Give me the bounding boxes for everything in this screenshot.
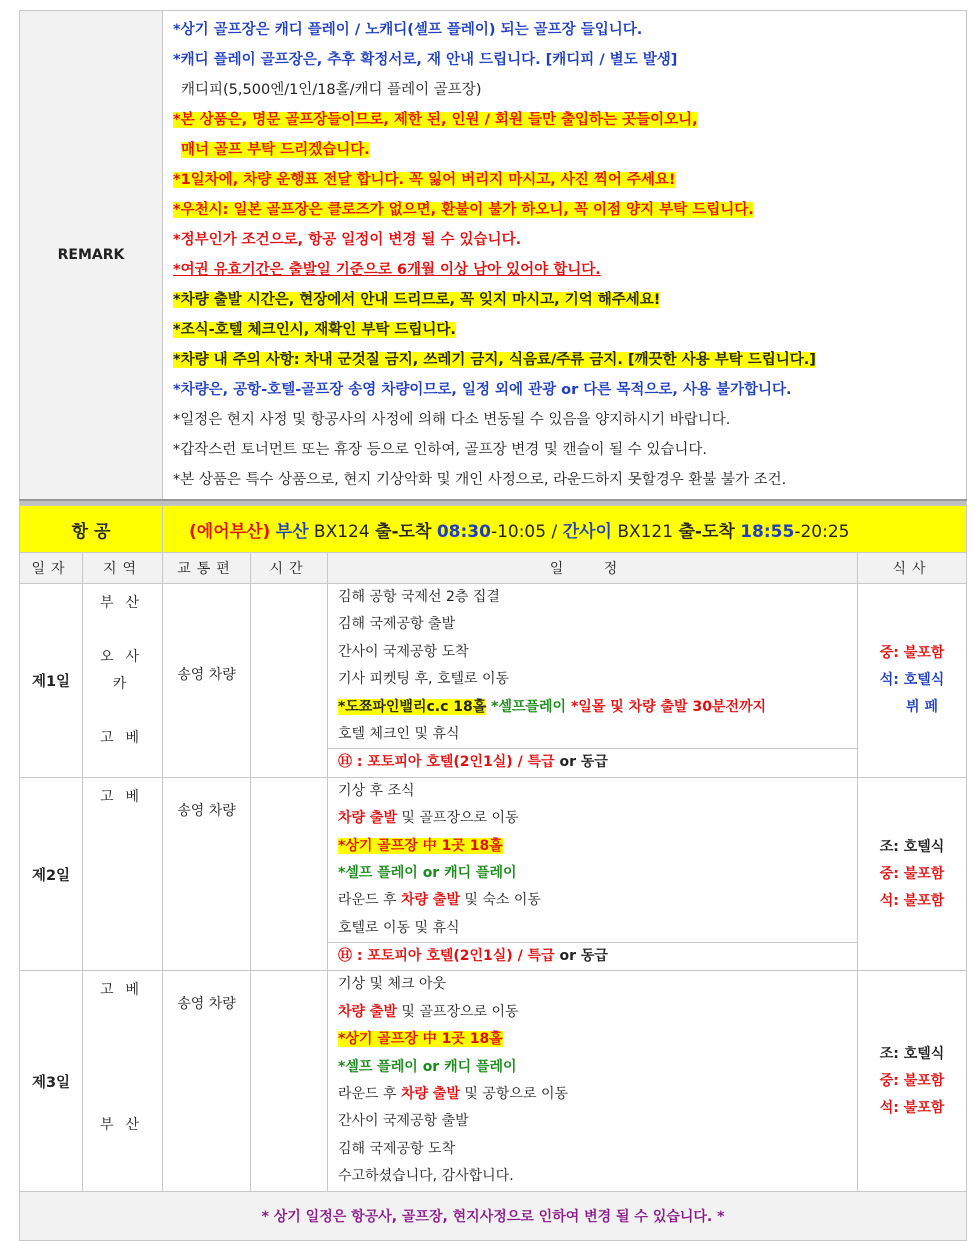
transport: 송영 차량	[163, 971, 251, 1191]
region	[89, 1085, 162, 1112]
day-label: 제2일	[20, 777, 83, 971]
meal-label: 중:	[879, 644, 899, 661]
itinerary	[19, 10, 966, 1241]
region: 고베	[99, 788, 152, 805]
time-cell	[251, 584, 328, 778]
region-cell	[83, 777, 163, 971]
remark-line: *상기 골프장은 캐디 플레이 / 노캐디(셀프 플레이) 되는 골프장 들입니다.	[173, 22, 643, 38]
hotel-or: or	[559, 948, 577, 965]
remark-line: *여권 유효기간은 출발일 기준으로 6개월 이상 남아 있어야 합니다.	[173, 262, 601, 278]
out-dep: 08:30	[436, 521, 491, 542]
schedule-line: 김해 국제공항 출발	[338, 616, 456, 633]
ret-arr: -20:25	[794, 521, 850, 542]
day-label: 제1일	[20, 584, 83, 778]
hotel-text: : 포토피아 호텔(2인1실) / 특급	[356, 948, 555, 965]
meal-cell	[858, 971, 967, 1191]
region: 부산	[99, 1117, 152, 1134]
schedule-line: 라운드 후 차량 출발 및 숙소 이동	[338, 892, 541, 909]
hotel-or: or	[559, 754, 577, 771]
schedule-line: *셀프 플레이 or 캐디 플레이	[338, 1058, 517, 1075]
hotel-grade: 동급	[580, 754, 608, 771]
meal-value: 뷔 페	[906, 698, 938, 715]
meal-value: 호텔식	[903, 838, 945, 855]
itinerary-table	[19, 10, 967, 1241]
meal-value: 호텔식	[903, 671, 945, 688]
region	[89, 1031, 162, 1058]
schedule-line: 호텔로 이동 및 휴식	[338, 919, 460, 936]
schedule-cell	[328, 584, 858, 778]
remark-line: *캐디 플레이 골프장은, 추후 확정서로, 재 안내 드립니다. [캐디피 / 별도 발생]	[173, 52, 678, 68]
region	[89, 1004, 162, 1031]
out-city: 부산	[275, 521, 309, 542]
meal-value: 호텔식	[903, 1045, 945, 1062]
meal-value: 불포함	[903, 892, 945, 909]
region: 오사카	[99, 649, 152, 692]
remark-row	[20, 11, 967, 501]
remark-line: *우천시: 일본 골프장은 클로즈가 없으면, 환불이 불가 하오니, 꼭 이점 양지 부탁 드립니다.	[173, 202, 754, 218]
ret-word: 출-도착	[678, 521, 735, 542]
hotel-icon: Ⓗ	[338, 754, 352, 771]
remark-line: *정부인가 조건으로, 항공 일정이 변경 될 수 있습니다.	[173, 232, 522, 248]
golf-line	[328, 694, 857, 721]
schedule-line: 간사이 국제공항 도착	[338, 643, 469, 660]
region-cell	[83, 584, 163, 778]
header-row	[20, 553, 967, 584]
schedule-line: 김해 공항 국제선 2층 집결	[338, 589, 500, 605]
footer-note: * 상기 일정은 항공사, 골프장, 현지사정으로 인하여 변경 될 수 있습니다. *	[20, 1191, 967, 1240]
hotel-grade: 동급	[580, 948, 608, 965]
schedule-cell	[328, 971, 858, 1191]
meal-label: 중:	[879, 865, 899, 882]
remark-label: REMARK	[20, 11, 163, 501]
region	[89, 617, 162, 644]
meal-value: 불포함	[903, 1072, 945, 1089]
schedule-line: 수고하셨습니다, 감사합니다.	[338, 1168, 514, 1185]
airline-row	[20, 506, 967, 553]
day-label: 제3일	[20, 971, 83, 1191]
schedule-line: 차량 출발 및 골프장으로 이동	[338, 1003, 519, 1020]
ret-dep: 18:55	[740, 521, 795, 542]
schedule-line: 호텔 체크인 및 휴식	[338, 725, 460, 742]
out-arr: -10:05	[490, 521, 547, 542]
meal-cell	[858, 584, 967, 778]
remark-body	[163, 11, 967, 501]
schedule-line: *상기 골프장 中 1곳 18홀	[338, 1031, 503, 1048]
schedule-line: 라운드 후 차량 출발 및 공항으로 이동	[338, 1086, 569, 1103]
transport: 송영 차량	[163, 584, 251, 778]
slash: /	[551, 521, 558, 542]
header-transport: 교통편	[163, 553, 251, 584]
remark-line: *1일차에, 차량 운행표 전달 합니다. 꼭 잃어 버리지 마시고, 사진 찍어 주세요!	[173, 172, 676, 188]
day-row	[20, 971, 967, 1191]
out-flight: BX124	[313, 521, 370, 542]
remark-line: *조식-호텔 체크인시, 재확인 부탁 드립니다.	[173, 322, 456, 338]
region	[89, 1058, 162, 1085]
schedule-line: 기사 피켓팅 후, 호텔로 이동	[338, 671, 510, 688]
remark-line: *갑작스런 토너먼트 또는 휴장 등으로 인하여, 골프장 변경 및 캔슬이 될 수 있습니다.	[173, 442, 708, 458]
remark-line: *본 상품은 특수 상품으로, 현지 기상악화 및 개인 사정으로, 라운드하지 못할경우 환불 불가 조건.	[173, 472, 787, 488]
header-time: 시간	[251, 553, 328, 584]
region: 고베	[99, 730, 152, 746]
airline-info	[163, 506, 967, 553]
golf-course: *도쬬파인밸리c.c 18홀	[338, 698, 487, 715]
carrier: (에어부산)	[189, 521, 271, 542]
header-schedule: 일 정	[328, 553, 858, 584]
remark-line: *일정은 현지 사정 및 항공사의 사정에 의해 다소 변동될 수 있음을 양지하시기 바랍니다.	[173, 412, 731, 428]
remark-line: 캐디피(5,500엔/1인/18홀/캐디 플레이 골프장)	[181, 82, 482, 98]
meal-cell	[858, 777, 967, 971]
schedule-cell	[328, 777, 858, 971]
remark-line: 매너 골프 부탁 드리겠습니다.	[181, 142, 370, 158]
ret-city: 간사이	[562, 521, 612, 542]
golf-note: *일몰 및 차량 출발 30분전까지	[570, 698, 767, 715]
schedule-line: 기상 후 조식	[338, 782, 415, 799]
meal-label: 조:	[879, 1045, 899, 1062]
schedule-line: 김해 국제공항 도착	[338, 1140, 456, 1157]
time-cell	[251, 777, 328, 971]
meal-label: 석:	[879, 1099, 899, 1116]
footer-row	[20, 1191, 967, 1240]
remark-line: *본 상품은, 명문 골프장들이므로, 제한 된, 인원 / 회원 들만 출입하는 곳들이오니,	[173, 112, 698, 128]
hotel-text: : 포토피아 호텔(2인1실) / 특급	[356, 754, 555, 771]
meal-value: 불포함	[903, 865, 945, 882]
region	[89, 698, 162, 725]
meal-value: 불포함	[903, 1099, 945, 1116]
meal-label: 석:	[879, 671, 899, 688]
schedule-line: 차량 출발 및 골프장으로 이동	[338, 810, 519, 827]
meal-value: 불포함	[903, 644, 945, 661]
region: 부산	[99, 595, 152, 611]
schedule-line: *셀프 플레이 or 캐디 플레이	[338, 864, 517, 881]
remark-line: *차량은, 공항-호텔-골프장 송영 차량이므로, 일정 외에 관광 or 다른 목적으로, 사용 불가합니다.	[173, 382, 792, 398]
hotel-icon: Ⓗ	[338, 948, 352, 965]
meal-label: 석:	[879, 892, 899, 909]
header-meal: 식사	[858, 553, 967, 584]
schedule-line: *상기 골프장 中 1곳 18홀	[338, 837, 503, 854]
hotel-line	[328, 942, 857, 970]
schedule-line: 간사이 국제공항 출발	[338, 1113, 469, 1130]
schedule-line: 기상 및 체크 아웃	[338, 976, 447, 993]
meal-label: 조:	[879, 838, 899, 855]
self-play: *셀프플레이	[491, 698, 567, 715]
header-region: 지역	[83, 553, 163, 584]
hotel-line	[328, 748, 857, 776]
region-cell	[83, 971, 163, 1191]
region: 고베	[99, 982, 152, 999]
header-day: 일자	[20, 553, 83, 584]
airline-label: 항 공	[20, 506, 163, 553]
transport: 송영 차량	[163, 777, 251, 971]
out-word: 출-도착	[375, 521, 432, 542]
day-row	[20, 584, 967, 778]
remark-line: *차량 출발 시간은, 현장에서 안내 드리므로, 꼭 잊지 마시고, 기억 해주세요!	[173, 292, 661, 308]
meal-label: 중:	[879, 1072, 899, 1089]
day-row	[20, 777, 967, 971]
remark-line: *차량 내 주의 사항: 차내 군것질 금지, 쓰레기 금지, 식음료/주류 금지. [깨끗한 사용 부탁 드립니다.]	[173, 352, 816, 368]
time-cell	[251, 971, 328, 1191]
ret-flight: BX121	[617, 521, 674, 542]
